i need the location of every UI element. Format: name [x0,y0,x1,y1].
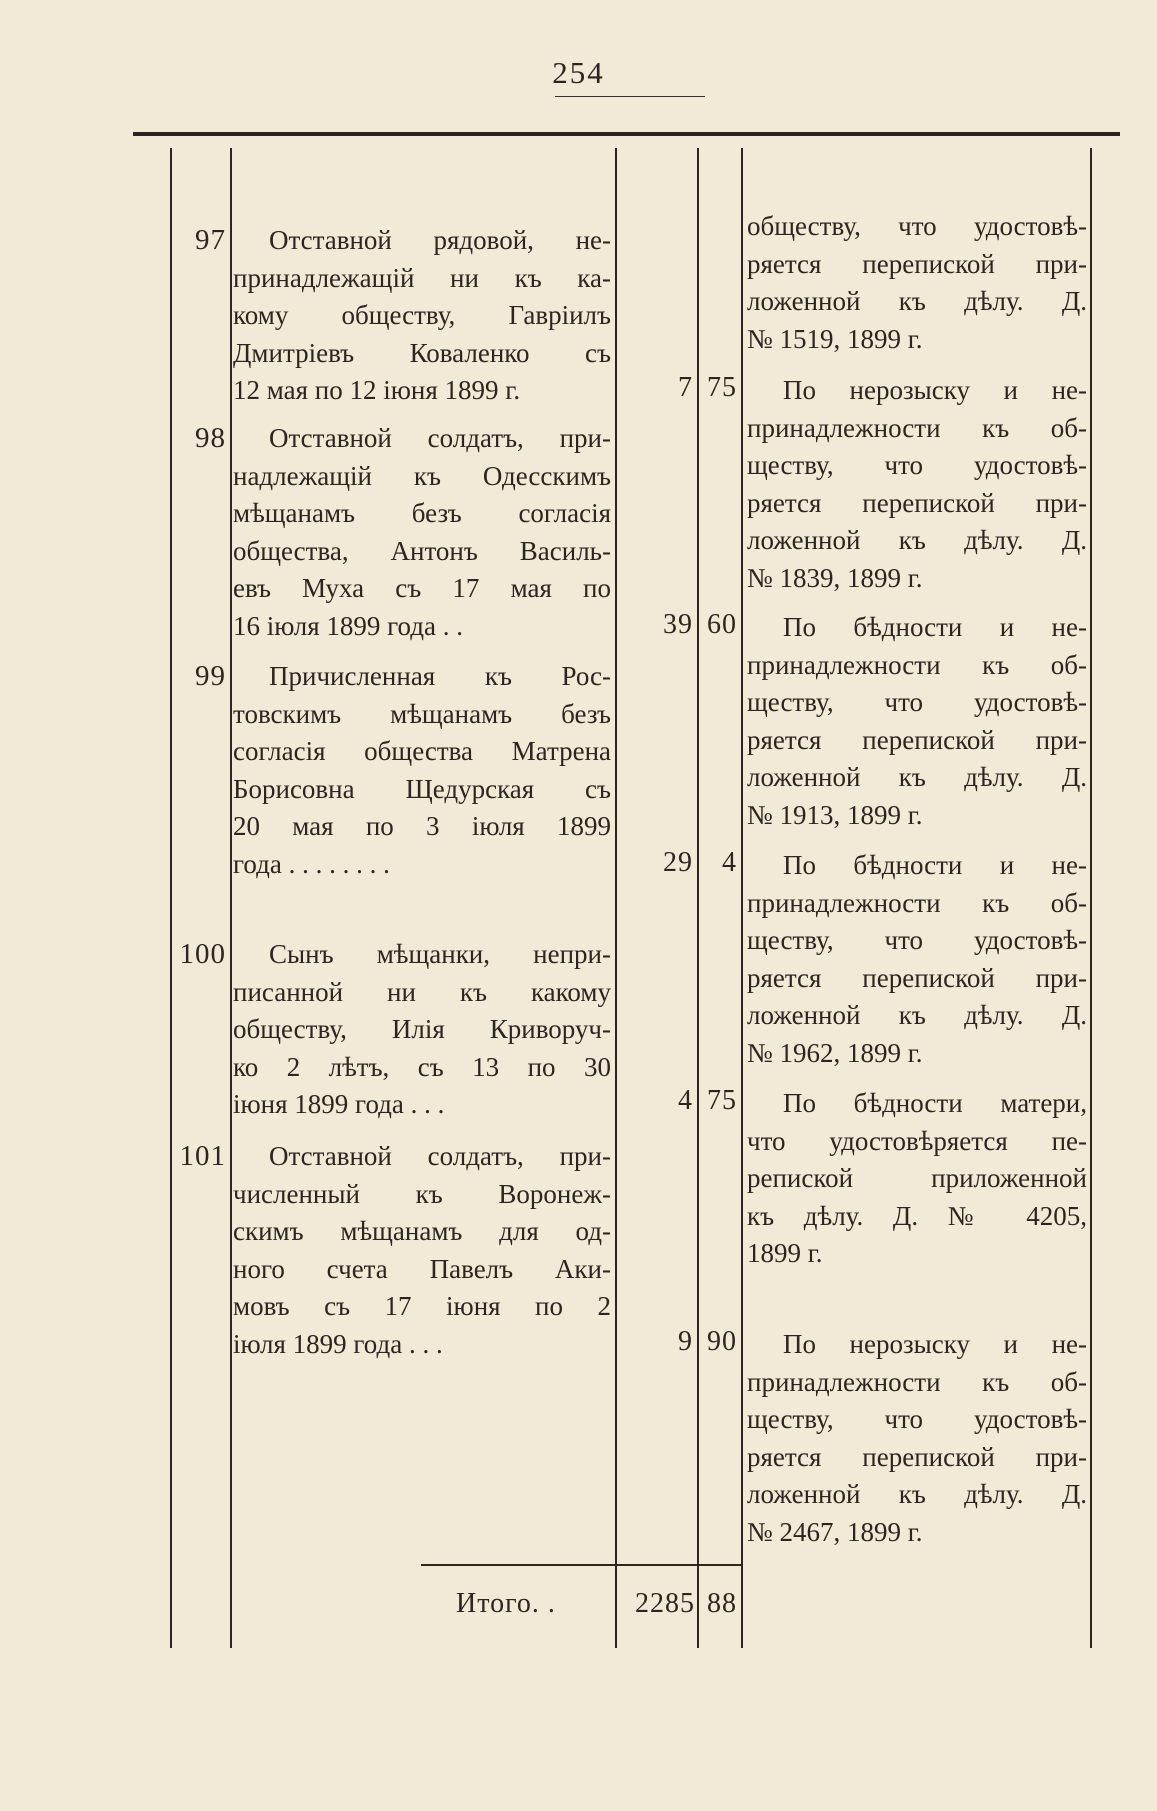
column-rule [170,148,172,1648]
description-line: кому обществу, Гавріилъ [233,300,611,330]
amount-rubles: 4 [678,1085,693,1116]
description-line: мовъ съ 17 іюня по 2 [233,1291,611,1321]
description-line: 12 мая по 12 іюня 1899 г. [233,375,521,405]
continued-note [747,208,1087,358]
page-number: 254 [552,55,605,90]
amount-kopecks: 90 [707,1326,737,1357]
description-line: принадлежащій ни къ ка- [233,262,611,293]
description-line: писанной ни къ какому [233,976,611,1007]
note-line: ряется перепиской при- [747,962,1087,993]
description-line: іюля 1899 года . . . [233,1328,443,1359]
description-line: надлежащій къ Одесскимъ [233,460,611,491]
entry-note [747,609,1087,834]
description-line: товскимъ мѣщанамъ безъ [233,698,611,729]
description-line: 16 іюля 1899 года . . [233,610,463,641]
note-line: По бѣдности и не- [783,612,1087,642]
description-line: согласія общества Матрена [233,736,611,766]
note-line: ложенной къ дѣлу. Д. [747,1479,1087,1509]
note-line: ложенной къ дѣлу. Д. [747,1000,1087,1030]
note-line: ществу, что удостовѣ- [747,925,1087,955]
note-line: ществу, что удостовѣ- [747,1404,1087,1434]
total-rubles: 2285 [635,1588,695,1619]
note-line: № 1962, 1899 г. [747,1037,923,1068]
description-line: года . . . . . . . . [233,848,390,879]
note-line: ложенной къ дѣлу. Д. [747,525,1087,555]
column-rule [615,148,617,1648]
note-line: ложенной къ дѣлу. Д. [747,286,1087,316]
description-line: іюня 1899 года . . . [233,1089,445,1119]
note-line: № 1839, 1899 г. [747,562,923,593]
entry-description [233,222,611,410]
total-rule [421,1564,741,1566]
amount-rubles: 9 [678,1326,693,1357]
entry-description [233,658,611,883]
amount-rubles: 7 [678,372,693,403]
description-line: общества, Антонъ Василь- [233,535,611,566]
note-line: № 2467, 1899 г. [747,1516,923,1547]
description-line: Причисленная къ Рос- [269,661,611,691]
note-line: По нерозыску и не- [783,1329,1087,1359]
note-line: ряется перепиской при- [747,1441,1087,1472]
note-line: 1899 г. [747,1238,823,1268]
description-line: Сынъ мѣщанки, непри- [269,939,611,969]
entry-note [747,1326,1087,1551]
description-line: 20 мая по 3 іюля 1899 [233,811,611,841]
column-rule [1090,148,1092,1648]
note-line: ложенной къ дѣлу. Д. [747,762,1087,792]
amount-rubles: 39 [663,609,693,640]
note-line: репиской приложенной [747,1163,1087,1193]
entry-description [233,1138,611,1363]
description-line: евъ Муха съ 17 мая по [233,573,611,603]
entry-note [747,1085,1087,1273]
total-kopecks: 88 [707,1588,737,1619]
description-line: скимъ мѣщанамъ для од- [233,1216,611,1246]
amount-kopecks: 60 [707,609,737,640]
amount-rubles: 29 [663,847,693,878]
column-rule [230,148,232,1648]
entry-number: 99 [195,660,226,692]
description-line: мѣщанамъ безъ согласія [233,498,611,528]
description-line: ного счета Павелъ Аки- [233,1253,611,1284]
total-label: Итого. . [456,1588,556,1619]
description-line: обществу, Илія Криворуч- [233,1014,611,1044]
note-line: По бѣдности и не- [783,850,1087,880]
note-line: По нерозыску и не- [783,375,1087,405]
page-number-rule [555,96,705,97]
entry-number: 100 [179,938,226,970]
amount-kopecks: 75 [707,372,737,403]
entry-note [747,847,1087,1072]
note-line: принадлежности къ об- [747,887,1087,918]
entry-description [233,936,611,1124]
description-line: Отставной солдатъ, при- [269,1141,611,1171]
column-rule [741,148,743,1648]
note-line: ряется перепиской при- [747,487,1087,518]
description-line: Борисовна Щедурская съ [233,773,611,804]
note-line: ществу, что удостовѣ- [747,450,1087,480]
description-line: Отставной рядовой, не- [269,225,611,255]
entry-number: 98 [195,422,226,454]
note-line: ряется перепиской при- [747,248,1087,279]
note-line: принадлежности къ об- [747,649,1087,680]
note-line: къ дѣлу. Д. № 4205, [747,1200,1087,1231]
note-line: № 1913, 1899 г. [747,799,923,830]
note-line: что удостовѣряется пе- [747,1125,1087,1156]
note-line: № 1519, 1899 г. [747,323,923,354]
entry-note [747,372,1087,597]
note-line: принадлежности къ об- [747,412,1087,443]
description-line: Отставной солдатъ, при- [269,423,611,453]
amount-kopecks: 4 [722,847,737,878]
description-line: численный къ Воронеж- [233,1178,611,1209]
description-line: ко 2 лѣтъ, съ 13 по 30 [233,1051,611,1082]
description-line: Дмитріевъ Коваленко съ [233,337,611,368]
entry-number: 97 [195,224,226,256]
entry-number: 101 [179,1140,226,1172]
table-top-rule [133,132,1120,136]
note-line: По бѣдности матери, [783,1088,1087,1118]
note-line: обществу, что удостовѣ- [747,211,1087,241]
amount-kopecks: 75 [707,1085,737,1116]
note-line: ществу, что удостовѣ- [747,687,1087,717]
entry-description [233,420,611,645]
note-line: ряется перепиской при- [747,724,1087,755]
note-line: принадлежности къ об- [747,1366,1087,1397]
